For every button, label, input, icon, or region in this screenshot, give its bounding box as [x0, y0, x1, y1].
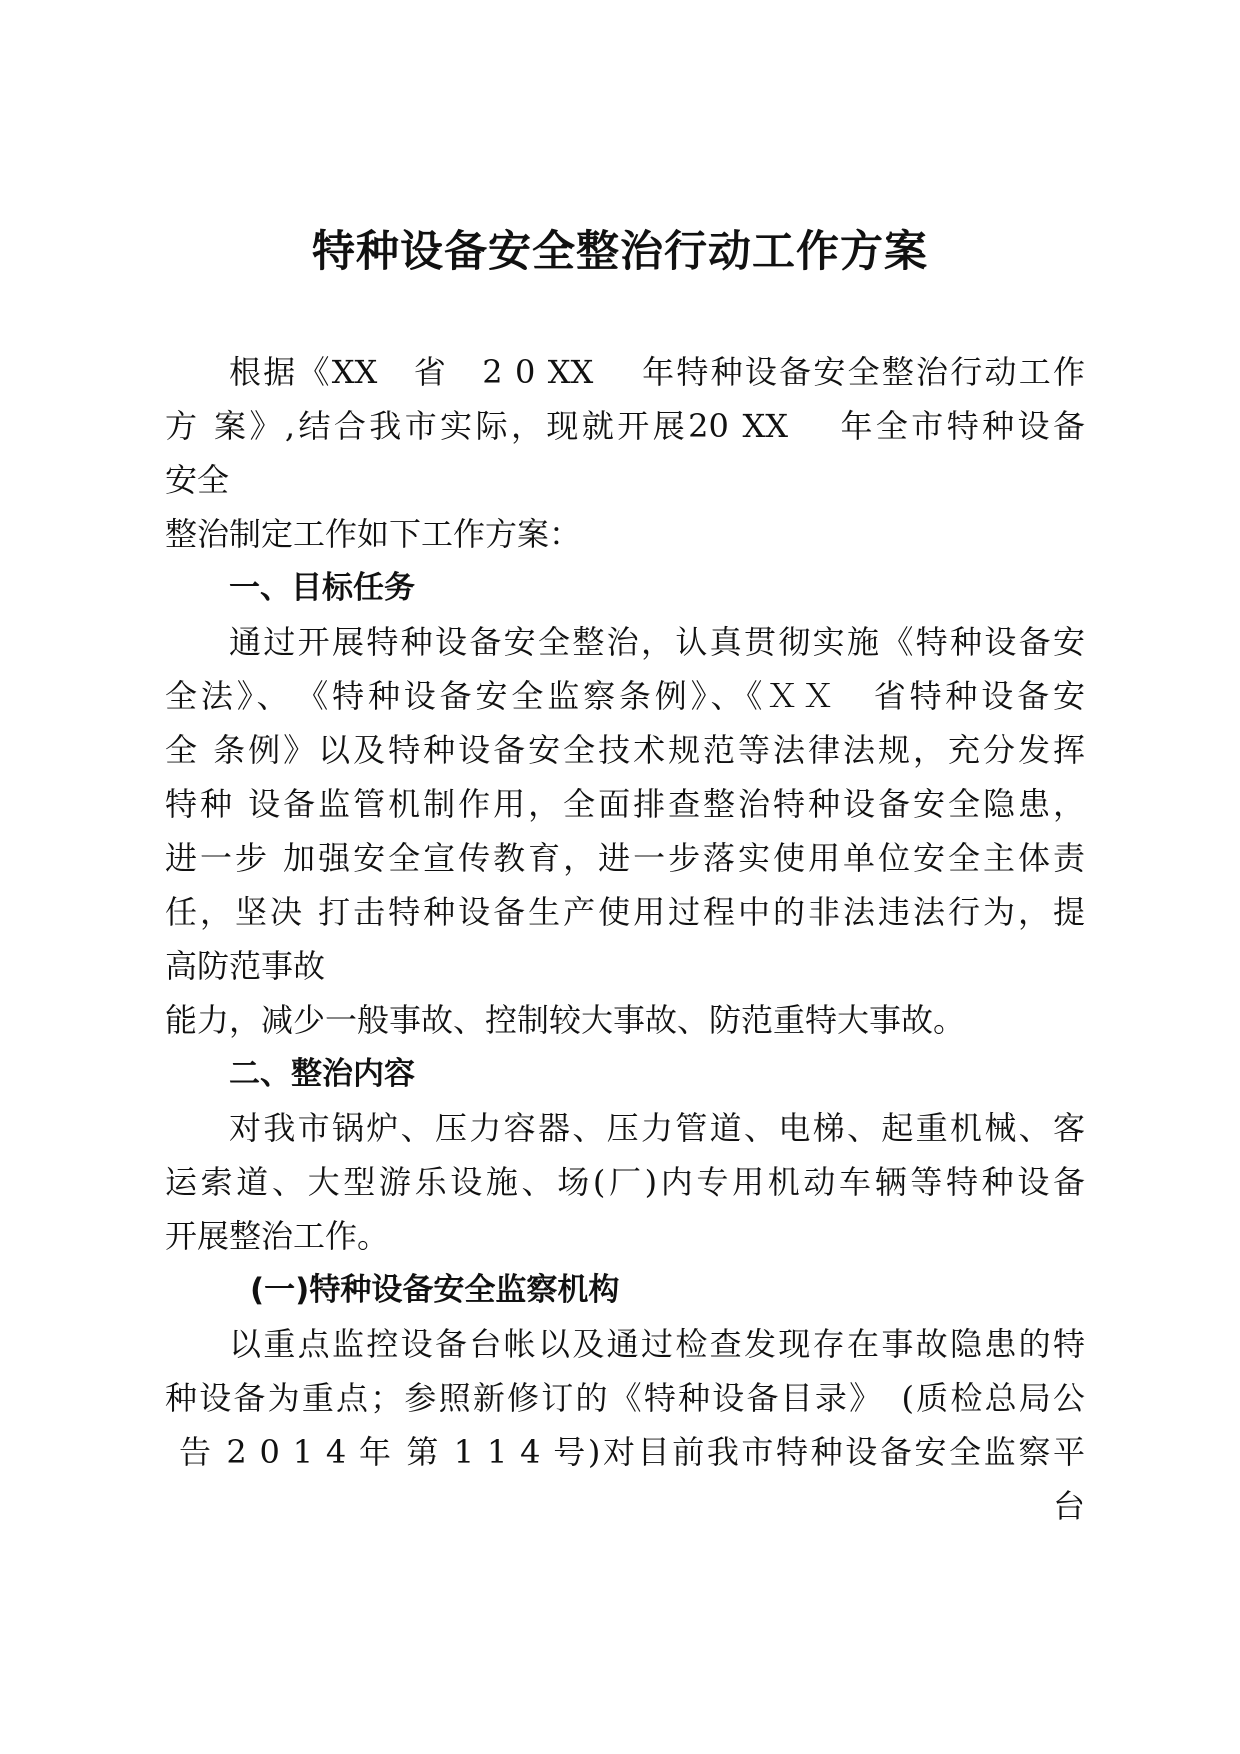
section1-line-5: 进一步 加强安全宣传教育，进一步落实使用单位安全主体责	[165, 839, 1085, 877]
section-heading-1: 一、目标任务	[229, 570, 415, 606]
section1-line-6: 任，坚决 打击特种设备生产使用过程中的非法违法行为，提	[165, 893, 1085, 931]
subsection-heading-1: (一)特种设备安全监察机构	[250, 1272, 620, 1308]
intro-line-2: 方 案》,结合我市实际，现就开展20 XX 年全市特种设备	[165, 407, 1085, 445]
section2-line-1: 对我市锅炉、压力容器、压力管道、电梯、起重机械、客	[229, 1109, 1085, 1147]
intro-line-1: 根据《XX 省 2 0 XX 年特种设备安全整治行动工作	[229, 353, 1085, 391]
intro-line-3: 安全	[165, 461, 230, 499]
section1-line-2: 全法》、 《特种设备安全监察条例》、《ＸＸ 省特种设备安	[165, 677, 1085, 715]
section1-line-1: 通过开展特种设备安全整治，认真贯彻实施《特种设备安	[229, 623, 1085, 661]
section1-line-3: 全 条例》以及特种设备安全技术规范等法律法规，充分发挥	[165, 731, 1085, 769]
intro-paragraph-cont	[165, 399, 1085, 561]
subsection1-line-4: 台	[1052, 1487, 1085, 1525]
section2-paragraph-cont	[165, 1155, 1085, 1263]
subsection1-line-1: 以重点监控设备台帐以及通过检查发现存在事故隐患的特	[229, 1325, 1085, 1363]
section-heading-2: 二、整治内容	[229, 1056, 415, 1092]
intro-line-4: 整治制定工作如下工作方案：	[165, 515, 582, 553]
intro-paragraph	[165, 345, 1085, 399]
section1-paragraph-cont	[165, 669, 1085, 1047]
document-body	[165, 345, 1085, 1533]
subsection1-line-3: 告 2 0 1 4 年 第 1 1 4 号)对目前我市特种设备安全监察平	[179, 1433, 1085, 1471]
section2-line-3: 开展整治工作。	[165, 1217, 390, 1255]
section2-line-2: 运索道、大型游乐设施、场(厂)内专用机动车辆等特种设备	[165, 1163, 1085, 1201]
section2-paragraph	[165, 1101, 1085, 1155]
subsection1-paragraph	[165, 1317, 1085, 1371]
section1-line-8: 能力，减少一般事故、控制较大事故、防范重特大事故。	[165, 1001, 966, 1039]
subsection1-line-2: 种设备为重点；参照新修订的《特种设备目录》 (质检总局公	[165, 1379, 1085, 1417]
section1-paragraph	[165, 615, 1085, 669]
subsection1-paragraph-cont	[165, 1371, 1085, 1533]
section1-line-7: 高防范事故	[165, 947, 326, 985]
document-title: 特种设备安全整治行动工作方案	[312, 227, 928, 277]
section1-line-4: 特种 设备监管机制作用，全面排查整治特种设备安全隐患，	[165, 785, 1085, 823]
